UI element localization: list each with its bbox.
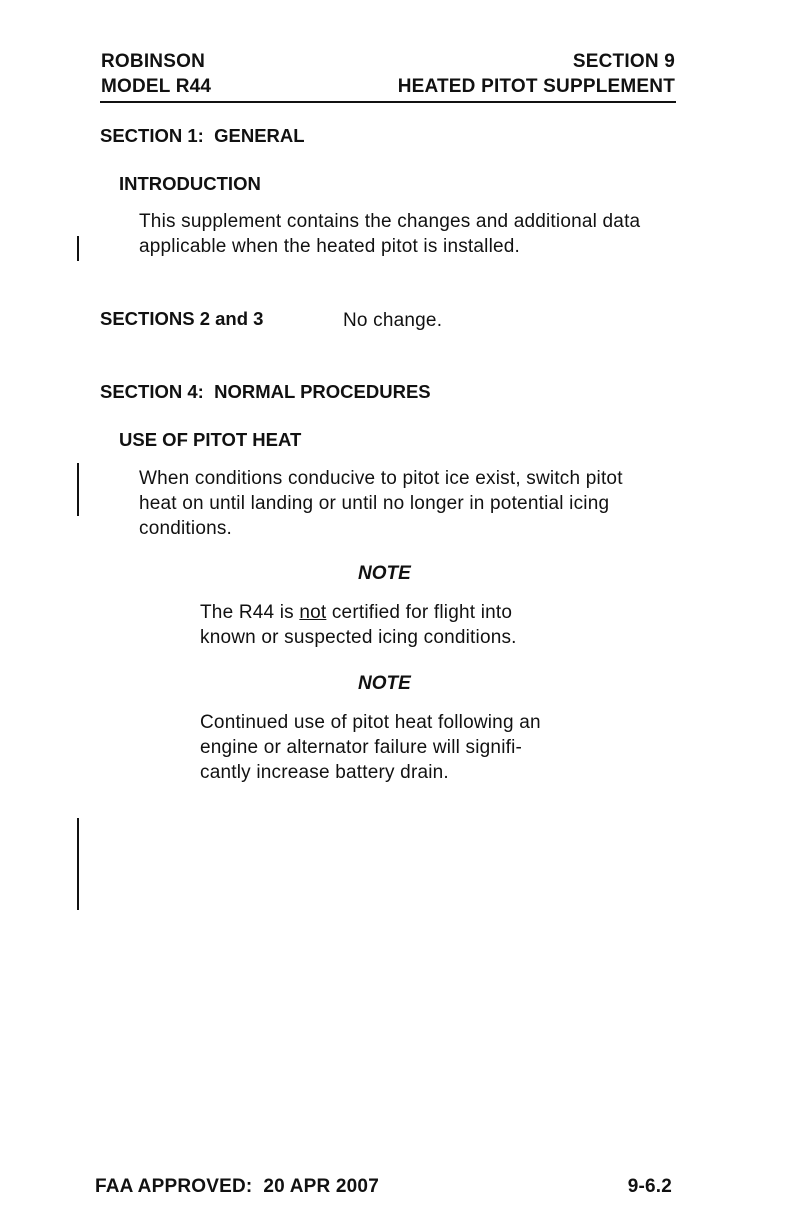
section4-para-line1: When conditions conducive to pitot ice exist, switch pitot — [139, 468, 623, 489]
note2-heading: NOTE — [358, 673, 411, 694]
section1-para-line2: applicable when the heated pitot is installed. — [139, 236, 521, 257]
header-supplement-title: HEATED PITOT SUPPLEMENT — [397, 76, 675, 97]
section4-para-line2: heat on until landing or until no longer in potential icing — [139, 493, 610, 514]
header-section: SECTION 9 — [572, 51, 675, 72]
note2-line3: cantly increase battery drain. — [200, 762, 449, 783]
revision-bar — [77, 463, 79, 516]
section1-subtitle: INTRODUCTION — [119, 173, 261, 194]
footer-approval: FAA APPROVED: 20 APR 2007 — [95, 1176, 379, 1197]
sections23-value: No change. — [343, 310, 443, 331]
section1-para-line1: This supplement contains the changes and additional data — [139, 211, 641, 232]
section4-title: SECTION 4: NORMAL PROCEDURES — [100, 381, 431, 402]
revision-bar — [77, 818, 79, 910]
note2-line2: engine or alternator failure will signifi- — [200, 737, 523, 758]
note1-line2: known or suspected icing conditions. — [200, 627, 517, 648]
header-model: MODEL R44 — [101, 76, 212, 97]
section4-subtitle: USE OF PITOT HEAT — [119, 429, 302, 450]
page-number: 9-6.2 — [627, 1176, 672, 1197]
revision-bar — [77, 236, 79, 261]
header-rule — [100, 101, 676, 103]
header-company: ROBINSON — [101, 51, 205, 72]
note1-emphasis: not — [299, 602, 327, 623]
section4-para-line3: conditions. — [139, 518, 233, 539]
sections23-label: SECTIONS 2 and 3 — [100, 308, 264, 329]
section1-title: SECTION 1: GENERAL — [100, 125, 305, 146]
note1-line1 — [200, 600, 512, 625]
note1-line1-post: certified for flight into — [326, 602, 513, 623]
note2-line1: Continued use of pitot heat following an — [200, 712, 541, 733]
note1-line1-pre: The R44 is — [200, 602, 300, 623]
note1-heading: NOTE — [358, 563, 411, 584]
